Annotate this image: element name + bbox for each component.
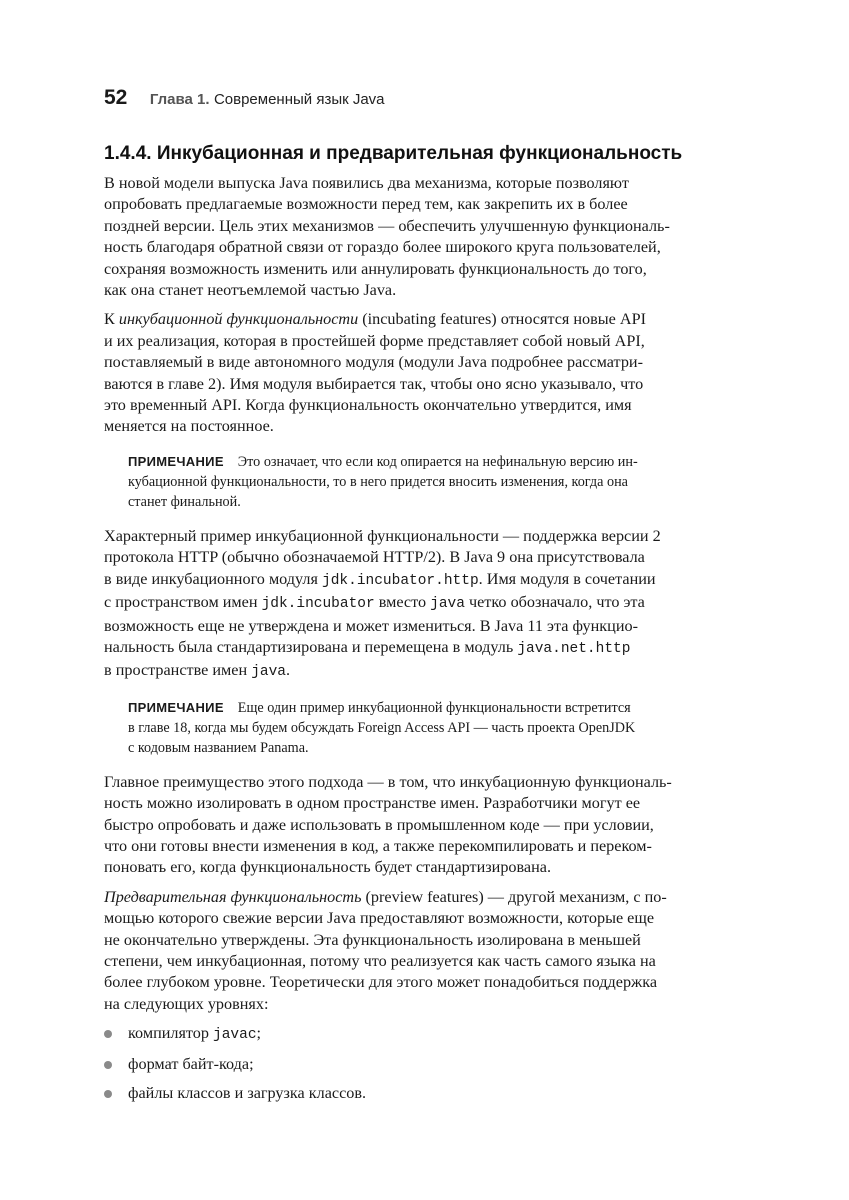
note-box <box>128 452 746 512</box>
text-line: ваются в главе 2). Имя модуля выбирается так, чтобы оно ясно указывало, что <box>104 374 644 393</box>
text-line: В новой модели выпуска Java появились два механизма, которые позволяют <box>104 174 629 192</box>
code-inline: java <box>251 664 286 681</box>
list-item: формат байт-кода; <box>104 1054 746 1075</box>
code-inline: jdk.incubator.http <box>322 572 479 589</box>
note-label: ПРИМЕЧАНИЕ <box>128 699 224 715</box>
bullet-dot-icon <box>104 1061 112 1069</box>
text-line: в виде инкубационного модуля jdk.incubator.http. Имя модуля в сочетании <box>104 569 656 589</box>
text-line: К инкубационной функциональности (incubating features) относятся новые API <box>104 310 646 329</box>
bullet-dot-icon <box>104 1090 112 1098</box>
code-inline: java <box>430 596 465 613</box>
text-line: с пространством имен jdk.incubator вместо java четко обозначало, что эта <box>104 593 645 613</box>
text-line: кубационной функциональности, то в него придется вносить изменения, когда она <box>128 473 628 490</box>
text-line: на следующих уровнях: <box>104 994 269 1013</box>
italic-term: инкубационной функциональности <box>118 310 359 329</box>
paragraph-http-example <box>104 526 746 684</box>
bullet-dot-icon <box>104 1030 112 1038</box>
chapter-label: Глава 1. <box>149 91 210 108</box>
paragraph-preview <box>104 887 746 1015</box>
page-number: 52 <box>104 86 128 109</box>
paragraph-incubating <box>104 309 746 437</box>
text-line: ность можно изолировать в одном пространстве имен. Разработчики могут ее <box>104 794 641 813</box>
list-item: компилятор javac; <box>104 1023 746 1046</box>
note-box <box>128 698 746 758</box>
text-line: это временный API. Когда функциональность окончательно утвердится, имя <box>104 396 632 415</box>
text-line: более глубоком уровне. Теоретически для этого может понадобиться поддержка <box>104 973 658 992</box>
text-line: нальность была стандартизирована и перемещена в модуль java.net.http <box>104 637 631 657</box>
text-line: и их реализация, которая в простейшей форме представляет собой новый API, <box>104 331 645 350</box>
text-line: станет финальной. <box>128 493 241 510</box>
text-line: мощью которого свежие версии Java предоставляют возможности, которые еще <box>104 909 655 928</box>
code-inline: jdk.incubator <box>261 596 375 613</box>
text-line: поставляемый в виде автономного модуля (модули Java подробнее рассматри- <box>104 353 643 372</box>
text-line: в пространстве имен java. <box>104 661 291 681</box>
text-line: Главное преимущество этого подхода — в том, что инкубационную функциональ- <box>104 772 672 791</box>
text-line: ПРИМЕЧАНИЕ Еще один пример инкубационной функциональности встретится <box>128 699 631 716</box>
text-line: в главе 18, когда мы будем обсуждать Foreign Access API — часть проекта OpenJDK <box>128 719 636 736</box>
page-content <box>104 143 746 1112</box>
text-line: с кодовым названием Panama. <box>128 739 309 756</box>
italic-term: Предварительная функциональность <box>104 887 362 906</box>
text-line: протокола HTTP (обычно обозначаемой HTTP/2). В Java 9 она присутствовала <box>104 548 645 567</box>
note-label: ПРИМЕЧАНИЕ <box>128 453 224 469</box>
text-line: сохраняя возможность изменить или аннулировать функциональность до того, <box>104 259 647 278</box>
code-inline: java.net.http <box>517 640 631 657</box>
text-line: ПРИМЕЧАНИЕ Это означает, что если код опирается на нефинальную версию ин- <box>128 453 638 470</box>
paragraph-advantage <box>104 772 746 879</box>
text-line: поздней версии. Цель этих механизмов — обеспечить улучшенную функциональ- <box>104 216 670 235</box>
running-header <box>104 86 385 110</box>
text-line: Характерный пример инкубационной функциональности — поддержка версии 2 <box>104 526 661 545</box>
text-line: опробовать предлагаемые возможности перед тем, как закрепить их в более <box>104 195 628 214</box>
section-heading: 1.4.4. Инкубационная и предварительная функциональность <box>104 143 683 164</box>
list-item: файлы классов и загрузка классов. <box>104 1083 746 1104</box>
text-line: Предварительная функциональность (preview features) — другой механизм, с по- <box>104 887 667 906</box>
chapter-title: Современный язык Java <box>213 91 385 108</box>
text-line: что они готовы внести изменения в код, а также перекомпилировать и переком- <box>104 836 652 855</box>
text-line: возможность еще не утверждена и может измениться. В Java 11 эта функцио- <box>104 616 638 635</box>
text-line: не окончательно утверждены. Эта функциональность изолирована в меньшей <box>104 930 641 949</box>
text-line: ность благодаря обратной связи от гораздо более широкого круга пользователей, <box>104 238 661 257</box>
bullet-list <box>104 1023 746 1104</box>
text-line: меняется на постоянное. <box>104 417 274 436</box>
paragraph-intro <box>104 173 746 301</box>
text-line: степени, чем инкубационная, потому что реализуется как часть самого языка на <box>104 951 656 970</box>
text-line: поновать его, когда функциональность будет стандартизирована. <box>104 858 552 877</box>
text-line: как она станет неотъемлемой частью Java. <box>104 281 397 300</box>
text-line: быстро опробовать и даже использовать в промышленном коде — при условии, <box>104 815 654 834</box>
code-inline: javac <box>213 1027 257 1044</box>
